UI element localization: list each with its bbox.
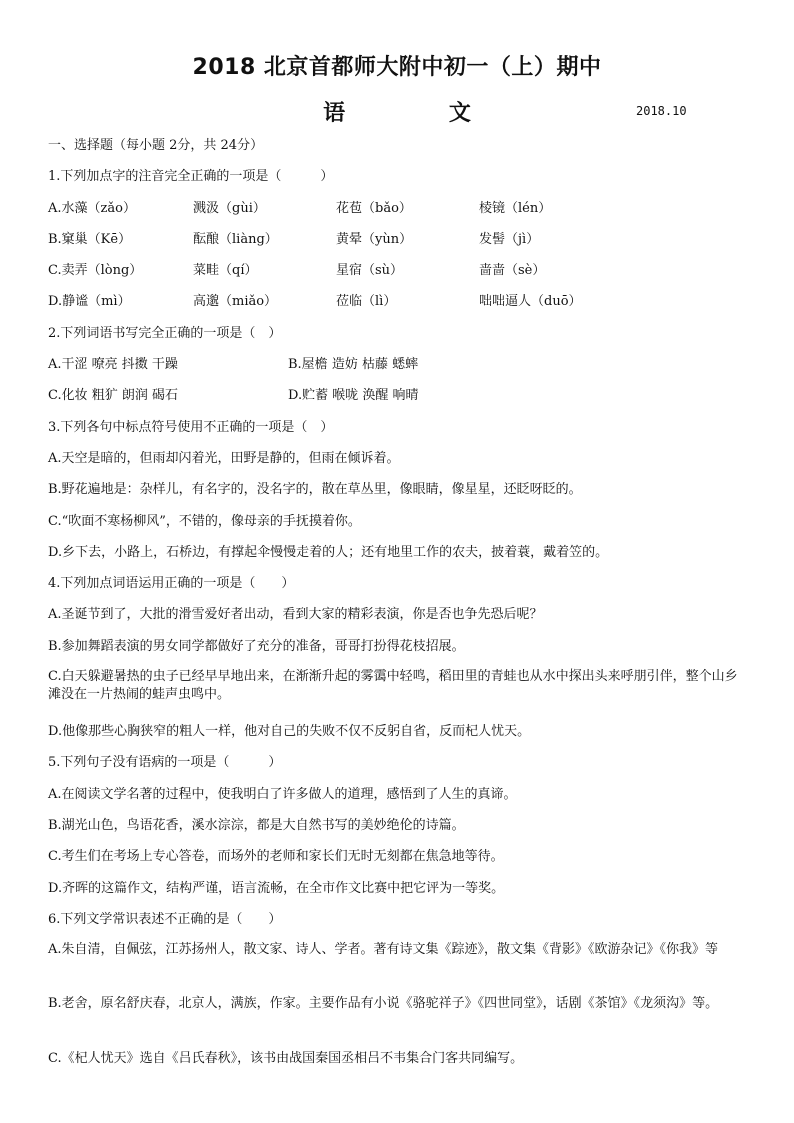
q1-option-a-2: 溅汲（gùi） (193, 200, 266, 216)
q1-option-c-3: 星宿（sù） (336, 263, 404, 279)
q1-option-d-4: 咄咄逼人（duō） (479, 294, 582, 310)
q2-option-c: C.化妆 粗犷 朗润 碣石 (48, 388, 179, 404)
q1-option-a-1: A.水藻（zǎo） (48, 200, 136, 216)
q6-option-b: B.老舍，原名舒庆春，北京人，满族，作家。主要作品有小说《骆驼祥子》《四世同堂》，话剧《茶馆》《龙须沟》等。 (48, 996, 719, 1012)
q5-option-a: A.在阅读文学名著的过程中，使我明白了许多做人的道理，感悟到了人生的真谛。 (48, 786, 517, 802)
question-1-row-b (48, 230, 748, 261)
section-heading: 一、选择题（每小题 2分，共 24分） (48, 138, 264, 153)
q2-option-b: B.屋檐 造妨 枯藤 蟋蟀 (288, 357, 419, 373)
q4-option-d: D.他像那些心胸狭窄的粗人一样，他对自己的失败不仅不反躬自省，反而杞人忧天。 (48, 724, 531, 740)
q5-option-c: C.考生们在考场上专心答卷，而场外的老师和家长们无时无刻都在焦急地等待。 (48, 849, 504, 865)
exam-date: 2018.10 (636, 104, 687, 118)
q4-option-a: A.圣诞节到了，大批的滑雪爱好者出动，看到大家的精彩表演，你是否也争先恐后呢？ (48, 607, 543, 623)
question-1-stem: 1.下列加点字的注音完全正确的一项是（ ） (48, 169, 334, 185)
q1-option-c-2: 菜畦（qí） (193, 263, 258, 279)
question-2-stem: 2.下列词语书写完全正确的一项是（ ） (48, 325, 282, 341)
q1-option-b-2: 酝酿（liàng） (193, 231, 278, 247)
question-1-row-c (48, 261, 748, 292)
exam-content (48, 136, 748, 1080)
q3-option-c: C.“吹面不寒杨柳风”，不错的，像母亲的手抚摸着你。 (48, 513, 361, 529)
subject-text: 语 文 (323, 101, 519, 126)
q1-option-d-2: 高邈（miǎo） (193, 294, 278, 310)
q1-option-c-1: C.卖弄（lòng） (48, 263, 143, 279)
q3-option-d: D.乡下去，小路上，石桥边，有撑起伞慢慢走着的人；还有地里工作的农夫，披着蓑，戴着笠的。 (48, 544, 609, 560)
q3-option-b: B.野花遍地是：杂样儿，有名字的，没名字的，散在草丛里，像眼睛，像星星，还眨呀眨的。 (48, 482, 582, 498)
q4-option-c: C.白天躲避暑热的虫子已经早早地出来，在渐渐升起的雾霭中轻鸣，稻田里的青蛙也从水中探出头来呼朋引伴，整个山乡滩没在一片热闹的蛙声虫鸣中。 (48, 669, 738, 703)
q1-option-d-3: 莅临（lì） (336, 294, 397, 310)
question-3-stem: 3.下列各句中标点符号使用不正确的一项是（ ） (48, 419, 334, 435)
q5-option-b: B.湖光山色，鸟语花香，溪水淙淙，都是大自然书写的美妙绝伦的诗篇。 (48, 817, 465, 833)
q1-option-a-4: 棱镜（lén） (479, 200, 552, 216)
q1-option-b-1: B.窠巢（Kē） (48, 231, 132, 247)
question-5-stem: 5.下列句子没有语病的一项是（ ） (48, 755, 282, 771)
q1-option-d-1: D.静谧（mì） (48, 294, 131, 310)
question-1-row-d (48, 292, 748, 323)
q1-option-b-3: 黄晕（yùn） (336, 231, 413, 247)
q1-option-c-4: 啬啬（sè） (479, 263, 546, 279)
q3-option-a: A.天空是暗的，但雨却闪着光，田野是静的，但雨在倾诉着。 (48, 450, 400, 466)
q1-option-a-3: 花苞（bǎo） (336, 200, 412, 216)
q2-option-d: D.贮蓄 喉咙 涣醒 响晴 (288, 388, 419, 404)
page-title: 2018 北京首都师大附中初一（上）期中 (192, 55, 602, 80)
q6-option-a: A.朱自清，自佩弦，江苏扬州人，散文家、诗人、学者。著有诗文集《踪迹》，散文集《背影》《欧游杂记》《你我》等 (48, 942, 719, 958)
q6-option-c: C.《杞人忧天》选自《吕氏春秋》，该书由战国秦国丞相吕不韦集合门客共同编写。 (48, 1051, 524, 1067)
question-6-stem: 6.下列文学常识表述不正确的是（ ） (48, 911, 282, 927)
question-4-stem: 4.下列加点词语运用正确的一项是（ ） (48, 576, 295, 592)
question-2-row-ab (48, 355, 748, 386)
question-1-row-a (48, 199, 748, 230)
q2-option-a: A.干涩 嘹亮 抖擞 干躁 (48, 357, 178, 373)
question-2-row-cd (48, 386, 748, 417)
q5-option-d: D.齐晖的这篇作文，结构严谨，语言流畅，在全市作文比赛中把它评为一等奖。 (48, 880, 505, 896)
q4-option-b: B.参加舞蹈表演的男女同学都做好了充分的准备，哥哥打扮得花枝招展。 (48, 638, 465, 654)
q1-option-b-4: 发髻（jì） (479, 231, 540, 247)
